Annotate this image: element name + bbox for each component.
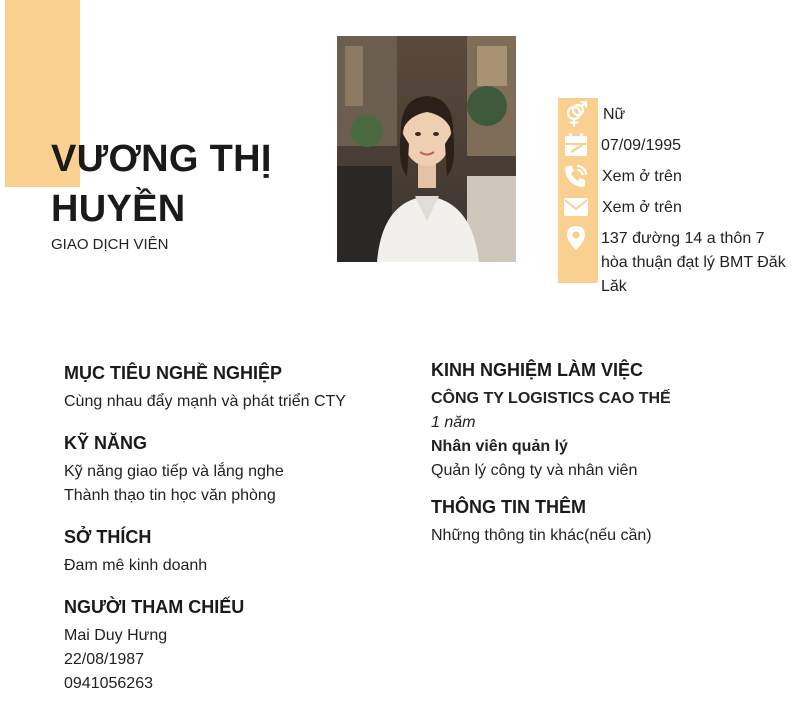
job-title: GIAO DỊCH VIÊN — [51, 236, 169, 253]
references-title: NGƯỜI THAM CHIẾU — [64, 597, 245, 617]
experience-position: Nhân viên quản lý — [431, 438, 568, 455]
skill-item: Kỹ năng giao tiếp và lắng nghe — [64, 463, 284, 480]
birthday-value: 07/09/1995 — [601, 137, 682, 154]
gender-value: Nữ — [603, 106, 626, 123]
profile-photo — [337, 36, 516, 262]
candidate-name: VƯƠNG THỊ HUYỀN — [51, 138, 272, 230]
hobbies-title: SỞ THÍCH — [64, 527, 152, 547]
additional-title: THÔNG TIN THÊM — [431, 497, 586, 517]
email-icon — [563, 194, 589, 220]
hobbies-text: Đam mê kinh doanh — [64, 557, 208, 574]
calendar-icon — [563, 132, 589, 158]
location-icon — [563, 225, 589, 251]
email-value: Xem ở trên — [602, 199, 682, 216]
objective-text: Cùng nhau đẩy mạnh và phát triển CTY — [64, 393, 346, 410]
experience-description: Quản lý công ty và nhân viên — [431, 462, 638, 479]
address-value: 137 đường 14 a thôn 7 hòa thuận đạt lý BMT Đăk Lăk — [601, 230, 786, 295]
reference-name: Mai Duy Hưng — [64, 627, 168, 644]
phone-icon — [563, 163, 589, 189]
experience-company: CÔNG TY LOGISTICS CAO THẾ — [431, 390, 671, 407]
skills-title: KỸ NĂNG — [64, 433, 148, 453]
experience-title: KINH NGHIỆM LÀM VIỆC — [431, 360, 644, 380]
phone-value: Xem ở trên — [602, 168, 682, 185]
reference-date: 22/08/1987 — [64, 651, 145, 668]
objective-title: MỤC TIÊU NGHỀ NGHIỆP — [64, 363, 283, 383]
reference-phone: 0941056263 — [64, 675, 153, 692]
experience-duration: 1 năm — [431, 414, 476, 431]
skill-item: Thành thạo tin học văn phòng — [64, 487, 276, 504]
additional-text: Những thông tin khác(nếu cần) — [431, 527, 652, 544]
gender-icon — [563, 101, 589, 127]
